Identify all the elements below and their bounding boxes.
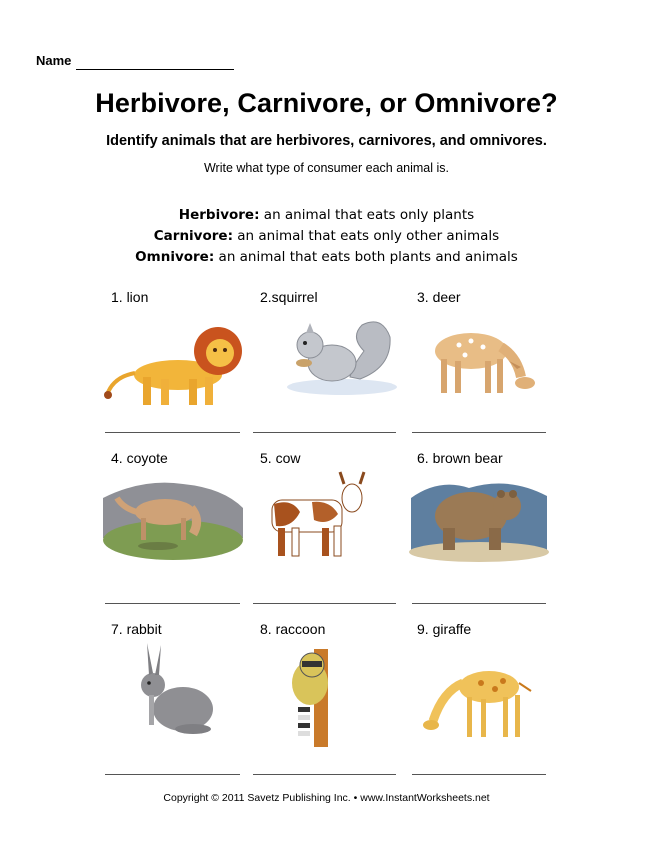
definitions-block	[0, 205, 653, 268]
answer-line-7[interactable]	[105, 774, 240, 775]
definition-term: Herbivore:	[178, 207, 260, 223]
animal-label: 3. deer	[417, 289, 461, 305]
animal-cell-giraffe	[409, 621, 559, 781]
definition-carnivore	[0, 226, 653, 247]
page-title: Herbivore, Carnivore, or Omnivore?	[95, 88, 558, 118]
rabbit-illustration	[103, 639, 253, 749]
definition-herbivore	[0, 205, 653, 226]
answer-line-2[interactable]	[253, 432, 396, 433]
animal-label: 2.squirrel	[260, 289, 318, 305]
answer-line-5[interactable]	[253, 603, 396, 604]
animal-cell-lion	[103, 289, 253, 449]
coyote-illustration	[103, 468, 253, 578]
animal-cell-rabbit	[103, 621, 253, 781]
giraffe-illustration	[409, 639, 559, 749]
animal-label: 6. brown bear	[417, 450, 503, 466]
definition-text: an animal that eats both plants and animals	[214, 249, 518, 265]
animal-label: 8. raccoon	[260, 621, 326, 637]
instruction-text: Write what type of consumer each animal is.	[203, 161, 449, 175]
page-subtitle: Identify animals that are herbivores, carnivores, and omnivores.	[106, 133, 547, 149]
bear-illustration	[409, 468, 559, 578]
animal-cell-raccoon	[252, 621, 402, 781]
lion-illustration	[103, 307, 253, 417]
name-label: Name	[36, 53, 72, 68]
animal-cell-cow	[252, 450, 402, 610]
definition-term: Carnivore:	[153, 228, 233, 244]
animal-cell-brown-bear	[409, 450, 559, 610]
copyright-footer: Copyright © 2011 Savetz Publishing Inc. • www.InstantWorksheets.net	[163, 792, 490, 804]
answer-line-1[interactable]	[105, 432, 240, 433]
definition-term: Omnivore:	[135, 249, 215, 265]
cow-illustration	[252, 468, 402, 578]
animal-label: 9. giraffe	[417, 621, 472, 637]
answer-line-8[interactable]	[253, 774, 396, 775]
animal-label: 4. coyote	[111, 450, 168, 466]
answer-line-6[interactable]	[412, 603, 546, 604]
animal-label: 7. rabbit	[111, 621, 162, 637]
name-input-line[interactable]	[76, 69, 234, 70]
animal-cell-deer	[409, 289, 559, 449]
definition-text: an animal that eats only other animals	[232, 228, 500, 244]
deer-illustration	[409, 307, 559, 417]
answer-line-4[interactable]	[105, 603, 240, 604]
definition-omnivore	[0, 247, 653, 268]
animal-cell-squirrel	[252, 289, 402, 449]
answer-line-9[interactable]	[412, 774, 546, 775]
animal-label: 1. lion	[111, 289, 149, 305]
animal-cell-coyote	[103, 450, 253, 610]
animal-label: 5. cow	[260, 450, 301, 466]
squirrel-illustration	[252, 307, 402, 417]
answer-line-3[interactable]	[412, 432, 546, 433]
definition-text: an animal that eats only plants	[259, 207, 475, 223]
raccoon-illustration	[252, 639, 402, 749]
